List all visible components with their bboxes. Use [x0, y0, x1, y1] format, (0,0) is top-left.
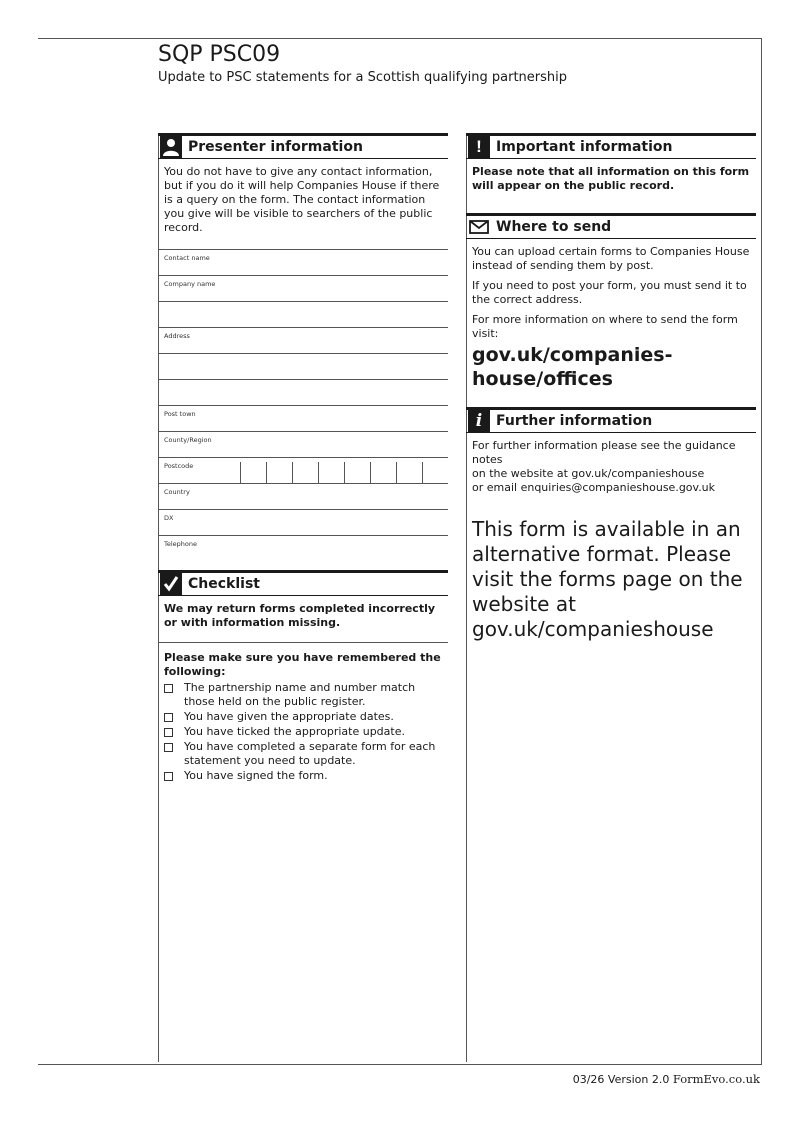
where-to-send-p2: If you need to post your form, you must send it to the correct address. — [472, 279, 747, 306]
exclamation-icon: ! — [468, 136, 490, 158]
presenter-section-header — [158, 133, 448, 159]
checklist-warning-block — [158, 596, 448, 643]
postcode-box[interactable] — [396, 462, 422, 484]
checklist-item[interactable] — [164, 681, 442, 709]
checklist-remember-heading: Please make sure you have remembered the following: — [164, 651, 441, 678]
checkbox[interactable] — [164, 713, 173, 722]
postcode-box[interactable] — [344, 462, 370, 484]
checkbox[interactable] — [164, 772, 173, 781]
important-text: Please note that all information on this form will appear on the public record. — [472, 165, 750, 192]
frame-bottom-line — [38, 1064, 762, 1065]
envelope-icon — [468, 216, 490, 238]
contact-name-label: Contact name — [164, 254, 210, 262]
dx-label: DX — [164, 514, 174, 522]
further-info-section-header — [466, 407, 756, 433]
company-name-field[interactable] — [158, 276, 448, 302]
checklist-item-text: The partnership name and number match those held on the public register. — [184, 681, 416, 708]
postcode-box[interactable] — [370, 462, 396, 484]
address-field[interactable] — [158, 328, 448, 354]
form-header — [158, 42, 567, 85]
checklist-warning: We may return forms completed incorrectly or with information missing. — [164, 602, 436, 629]
country-label: Country — [164, 488, 190, 496]
checklist-section-title: Checklist — [188, 576, 260, 592]
check-icon — [160, 573, 182, 595]
post-town-label: Post town — [164, 410, 196, 418]
checkbox[interactable] — [164, 684, 173, 693]
presenter-intro — [158, 159, 448, 249]
presenter-intro-text: You do not have to give any contact information, but if you do it will help Companies House if there is a query on the form. The contact information you give will be visible to searchers of the public record. — [164, 165, 440, 234]
further-info-body — [466, 433, 756, 495]
checkbox[interactable] — [164, 743, 173, 752]
where-to-send-body — [466, 239, 756, 407]
checklist-item[interactable] — [164, 725, 442, 739]
important-section-title: Important information — [496, 139, 673, 155]
frame-top-line — [38, 38, 762, 39]
checklist-item-text: You have completed a separate form for each statement you need to update. — [184, 740, 436, 767]
postcode-box[interactable] — [422, 462, 448, 484]
further-info-line2: on the website at gov.uk/companieshouse — [472, 467, 705, 480]
presenter-section-title: Presenter information — [188, 139, 363, 155]
important-section-header — [466, 133, 756, 159]
form-title: Update to PSC statements for a Scottish qualifying partnership — [158, 70, 568, 85]
post-town-field[interactable] — [158, 406, 448, 432]
right-column — [466, 133, 756, 642]
dx-field[interactable] — [158, 510, 448, 536]
checklist-item[interactable] — [164, 769, 442, 783]
checklist-section-header — [158, 570, 448, 596]
offices-url-link[interactable]: gov.uk/companies-house/offices — [472, 344, 673, 390]
company-name-field-line2[interactable] — [158, 302, 448, 328]
postcode-box[interactable] — [318, 462, 344, 484]
where-to-send-p3: For more information on where to send the form visit: — [472, 313, 738, 340]
county-region-label: County/Region — [164, 436, 212, 444]
address-label: Address — [164, 332, 190, 340]
address-field-line2[interactable] — [158, 354, 448, 380]
further-info-line3: or email enquiries@companieshouse.gov.uk — [472, 481, 716, 494]
address-field-line3[interactable] — [158, 380, 448, 406]
checklist-item[interactable] — [164, 740, 442, 768]
postcode-field[interactable] — [158, 458, 448, 484]
further-info-section-title: Further information — [496, 413, 653, 429]
footer-version: 03/26 Version 2.0 — [572, 1073, 670, 1086]
checklist-item-text: You have signed the form. — [184, 769, 328, 782]
postcode-box[interactable] — [266, 462, 292, 484]
form-code: SQP PSC09 — [158, 42, 281, 67]
telephone-label: Telephone — [164, 540, 198, 548]
country-field[interactable] — [158, 484, 448, 510]
contact-name-field[interactable] — [158, 250, 448, 276]
page-footer — [573, 1072, 760, 1086]
footer-brand: FormEvo.co.uk — [672, 1072, 760, 1086]
person-icon — [160, 136, 182, 158]
where-to-send-section-header — [466, 213, 756, 239]
checklist-item[interactable] — [164, 710, 442, 724]
alternative-format-notice: This form is available in an alternative format. Please visit the forms page on the website at gov.uk/companieshouse — [472, 517, 743, 641]
info-icon: i — [468, 410, 490, 432]
postcode-box[interactable] — [292, 462, 318, 484]
postcode-boxes — [240, 462, 448, 483]
important-body — [466, 159, 756, 213]
further-info-line1: For further information please see the guidance notes — [472, 439, 736, 466]
postcode-box[interactable] — [240, 462, 266, 484]
frame-right-line — [761, 38, 762, 1064]
checklist-item-text: You have ticked the appropriate update. — [184, 725, 405, 738]
presenter-fields — [158, 249, 448, 562]
company-name-label: Company name — [164, 280, 216, 288]
left-column — [158, 133, 448, 792]
checkbox[interactable] — [164, 728, 173, 737]
where-to-send-section-title: Where to send — [496, 219, 612, 235]
postcode-label: Postcode — [164, 462, 194, 470]
where-to-send-p1: You can upload certain forms to Companies House instead of sending them by post. — [472, 245, 750, 272]
telephone-field[interactable] — [158, 536, 448, 562]
checklist-item-text: You have given the appropriate dates. — [184, 710, 394, 723]
checklist-remember-block — [158, 643, 448, 792]
checklist-items — [164, 681, 442, 783]
county-region-field[interactable] — [158, 432, 448, 458]
